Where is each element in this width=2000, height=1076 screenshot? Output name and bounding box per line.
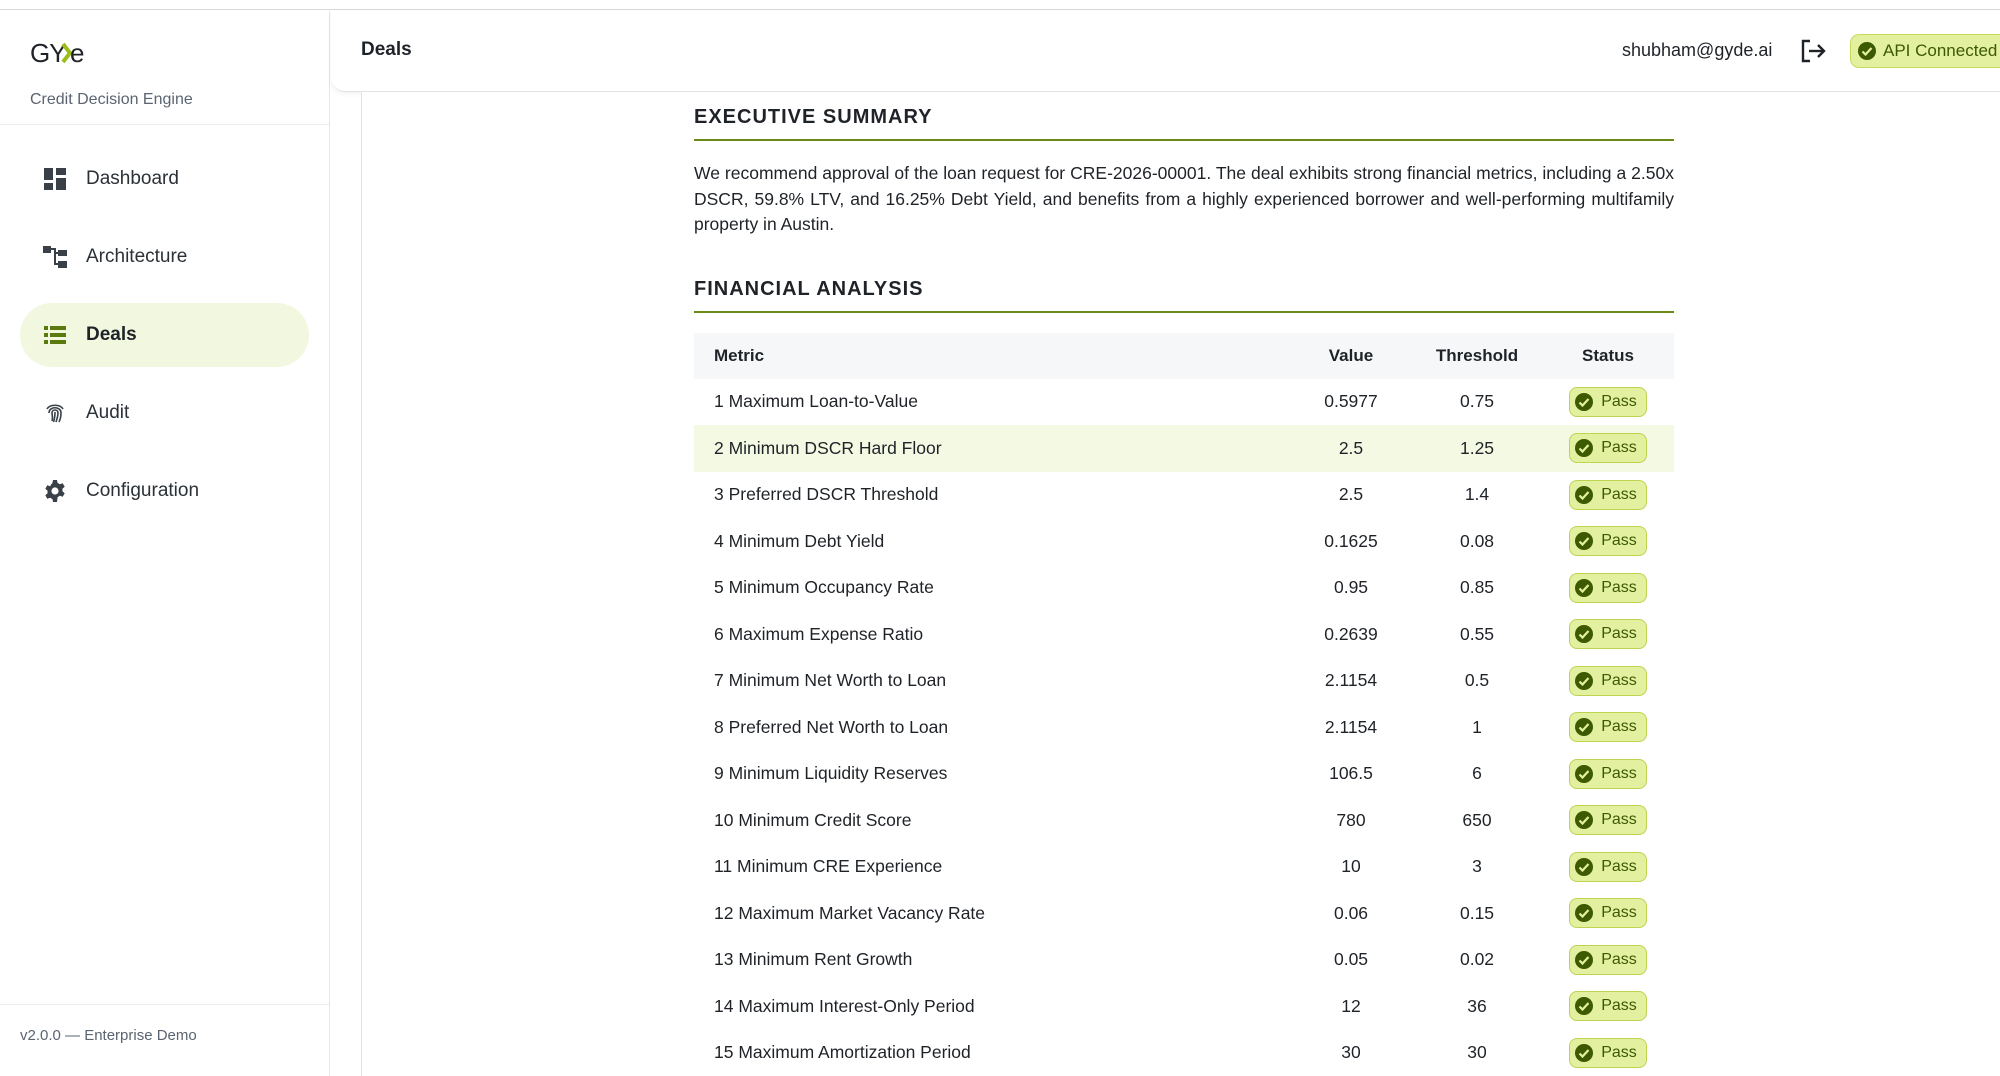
metric-status [1542, 518, 1674, 565]
metric-threshold: 0.02 [1459, 949, 1495, 970]
metric-status [1542, 472, 1674, 519]
metric-name: 2 Minimum DSCR Hard Floor [694, 425, 1290, 472]
status-badge-label: Pass [1601, 392, 1637, 410]
metric-value: 0.1625 [1324, 530, 1378, 551]
metric-name: 5 Minimum Occupancy Rate [714, 577, 934, 598]
metric-threshold: 6 [1472, 763, 1482, 784]
top-border [0, 0, 2000, 10]
api-status-text: API Connected [1883, 41, 1998, 60]
metric-value: 2.5 [1290, 425, 1412, 472]
metric-status [1542, 704, 1674, 751]
sidebar-item-label: Audit [86, 402, 130, 423]
table-header-row [694, 333, 1674, 379]
metric-value: 2.5 [1338, 484, 1364, 505]
check-circle-icon [1574, 671, 1594, 691]
version-label: v2.0.0 — Enterprise Demo [0, 1004, 329, 1076]
metric-threshold: 1.25 [1412, 425, 1542, 472]
metric-status [1542, 890, 1674, 937]
user-email: shubham@gyde.ai [1622, 40, 1773, 60]
metric-value: 30 [1341, 1042, 1361, 1063]
credit-memo [694, 92, 1674, 1076]
fingerprint-icon [42, 400, 68, 426]
table-row[interactable] [694, 844, 1674, 891]
sidebar-item-architecture[interactable] [20, 225, 309, 289]
metric-threshold: 1.4 [1464, 484, 1490, 505]
metric-value: 0.5977 [1324, 391, 1378, 412]
svg-text:GY: GY [30, 38, 66, 68]
table-row[interactable] [694, 1030, 1674, 1076]
metric-status [1542, 983, 1674, 1030]
metric-name: 15 Maximum Amortization Period [714, 1042, 971, 1063]
metric-name: 3 Preferred DSCR Threshold [714, 484, 939, 505]
status-badge-label: Pass [1601, 1043, 1637, 1061]
metric-name: 8 Preferred Net Worth to Loan [714, 716, 949, 737]
check-circle-icon [1574, 996, 1594, 1016]
table-row[interactable] [694, 518, 1674, 565]
check-circle-icon [1574, 1043, 1594, 1063]
table-row[interactable] [694, 658, 1674, 705]
table-row[interactable] [694, 425, 1674, 472]
brand [0, 11, 329, 125]
status-badge [1569, 1038, 1647, 1068]
status-badge [1569, 619, 1647, 649]
status-badge [1569, 573, 1647, 603]
gyde-logo[interactable] [30, 33, 329, 73]
metric-status [1542, 658, 1674, 705]
metric-threshold: 0.08 [1459, 530, 1495, 551]
status-badge-label: Pass [1601, 764, 1637, 782]
metric-threshold: 1 [1472, 716, 1482, 737]
financial-analysis-title: FINANCIAL ANALYSIS [694, 278, 1674, 313]
sidebar-item-dashboard[interactable] [20, 147, 309, 211]
status-badge-label: Pass [1601, 811, 1637, 829]
list-icon [42, 322, 68, 348]
metric-value: 12 [1341, 995, 1361, 1016]
status-badge-label: Pass [1601, 950, 1637, 968]
metric-name: 14 Maximum Interest-Only Period [714, 995, 975, 1016]
metric-threshold: 36 [1467, 995, 1487, 1016]
metric-value: 2.1154 [1324, 716, 1378, 737]
metric-value: 10 [1341, 856, 1361, 877]
check-circle-icon [1574, 624, 1594, 644]
table-row[interactable] [694, 983, 1674, 1030]
metric-name: 6 Maximum Expense Ratio [714, 623, 924, 644]
table-row[interactable] [694, 379, 1674, 426]
status-badge [1569, 480, 1647, 510]
metric-status [1542, 844, 1674, 891]
metric-value: 106.5 [1329, 763, 1373, 784]
main-content [361, 92, 2000, 1076]
status-badge [1569, 526, 1647, 556]
status-badge-label: Pass [1601, 997, 1637, 1015]
status-badge [1569, 805, 1647, 835]
status-badge [1569, 433, 1647, 463]
metric-name: 10 Minimum Credit Score [714, 809, 912, 830]
status-badge-label: Pass [1601, 857, 1637, 875]
metric-threshold: 0.75 [1459, 391, 1495, 412]
app-subtitle: Credit Decision Engine [30, 91, 193, 108]
metric-value: 0.05 [1333, 949, 1369, 970]
sidebar-item-label: Architecture [86, 246, 188, 267]
sidebar [0, 11, 330, 1076]
financial-analysis-table [694, 333, 1674, 1076]
column-header-status: Status [1542, 333, 1674, 379]
status-badge-label: Pass [1601, 532, 1637, 550]
metric-value: 2.1154 [1324, 670, 1378, 691]
top-header [331, 11, 2000, 92]
metric-threshold: 0.5 [1464, 670, 1490, 691]
status-badge [1569, 945, 1647, 975]
status-badge-label: Pass [1601, 485, 1637, 503]
column-header-threshold: Threshold [1412, 333, 1542, 379]
status-badge [1569, 387, 1647, 417]
status-badge [1569, 898, 1647, 928]
sidebar-item-label: Deals [86, 324, 137, 345]
metric-name: 1 Maximum Loan-to-Value [714, 391, 918, 412]
column-header-value: Value [1290, 333, 1412, 379]
table-row[interactable] [694, 472, 1674, 519]
sidebar-item-audit[interactable] [20, 381, 309, 445]
metric-status [1542, 751, 1674, 798]
metric-name: 13 Minimum Rent Growth [714, 949, 913, 970]
sidebar-nav [0, 125, 329, 523]
check-circle-icon [1574, 857, 1594, 877]
api-status-badge [1850, 34, 2000, 68]
metric-value: 0.95 [1333, 577, 1369, 598]
metric-name: 9 Minimum Liquidity Reserves [714, 763, 948, 784]
table-row[interactable] [694, 890, 1674, 937]
sidebar-item-label: Dashboard [86, 168, 179, 189]
status-badge [1569, 666, 1647, 696]
table-body [694, 379, 1674, 1076]
metric-status [1542, 565, 1674, 612]
svg-text:e: e [70, 38, 85, 68]
check-circle-icon [1574, 438, 1594, 458]
sidebar-item-label: Configuration [86, 480, 200, 501]
check-circle-icon [1574, 950, 1594, 970]
metric-threshold: 0.55 [1459, 623, 1495, 644]
metric-value: 780 [1336, 809, 1366, 830]
metric-threshold: 0.85 [1459, 577, 1495, 598]
metric-threshold: 0.15 [1459, 902, 1495, 923]
metric-value: 0.2639 [1324, 623, 1378, 644]
sidebar-item-configuration[interactable] [20, 459, 309, 523]
status-badge [1569, 852, 1647, 882]
status-badge [1569, 712, 1647, 742]
check-circle-icon [1574, 392, 1594, 412]
status-badge-label: Pass [1601, 578, 1637, 596]
sidebar-item-deals[interactable] [20, 303, 309, 367]
metric-status [1542, 797, 1674, 844]
dashboard-icon [42, 166, 68, 192]
check-circle-icon [1574, 531, 1594, 551]
check-circle-icon [1857, 41, 1877, 61]
check-circle-icon [1574, 764, 1594, 784]
status-badge [1569, 991, 1647, 1021]
metric-status [1542, 425, 1674, 472]
logout-button[interactable] [1798, 36, 1828, 66]
metric-threshold: 3 [1472, 856, 1482, 877]
logout-icon [1798, 36, 1828, 66]
table-row[interactable] [694, 611, 1674, 658]
metric-threshold: 650 [1462, 809, 1492, 830]
status-badge-label: Pass [1601, 625, 1637, 643]
metric-status [1542, 611, 1674, 658]
table-row[interactable] [694, 565, 1674, 612]
check-circle-icon [1574, 485, 1594, 505]
status-badge-label: Pass [1601, 439, 1637, 457]
check-circle-icon [1574, 903, 1594, 923]
metric-value: 0.06 [1333, 902, 1369, 923]
executive-summary-title: EXECUTIVE SUMMARY [694, 106, 1674, 141]
check-circle-icon [1574, 810, 1594, 830]
metric-name: 4 Minimum Debt Yield [714, 530, 885, 551]
check-circle-icon [1574, 578, 1594, 598]
status-badge [1569, 759, 1647, 789]
table-row[interactable] [694, 751, 1674, 798]
architecture-icon [42, 244, 68, 270]
metric-name: 12 Maximum Market Vacancy Rate [714, 902, 986, 923]
metric-name: 7 Minimum Net Worth to Loan [714, 670, 947, 691]
status-badge-label: Pass [1601, 904, 1637, 922]
executive-summary-text: We recommend approval of the loan request for CRE-2026-00001. The deal exhibits strong financial metrics, including a 2.50x DSCR, 59.8% LTV, and 16.25% Debt Yield, and benefits from a highly experienced borrower and well-performing multifamily property in Austin. [694, 163, 1674, 234]
column-header-metric: Metric [694, 333, 1290, 379]
status-badge-label: Pass [1601, 718, 1637, 736]
table-row[interactable] [694, 797, 1674, 844]
metric-status [1542, 379, 1674, 426]
check-circle-icon [1574, 717, 1594, 737]
metric-status [1542, 937, 1674, 984]
page-title: Deals [361, 39, 412, 60]
metric-name: 11 Minimum CRE Experience [714, 856, 943, 877]
metric-threshold: 30 [1467, 1042, 1487, 1063]
table-row[interactable] [694, 937, 1674, 984]
table-row[interactable] [694, 704, 1674, 751]
metric-status [1542, 1030, 1674, 1076]
status-badge-label: Pass [1601, 671, 1637, 689]
gear-icon [42, 478, 68, 504]
